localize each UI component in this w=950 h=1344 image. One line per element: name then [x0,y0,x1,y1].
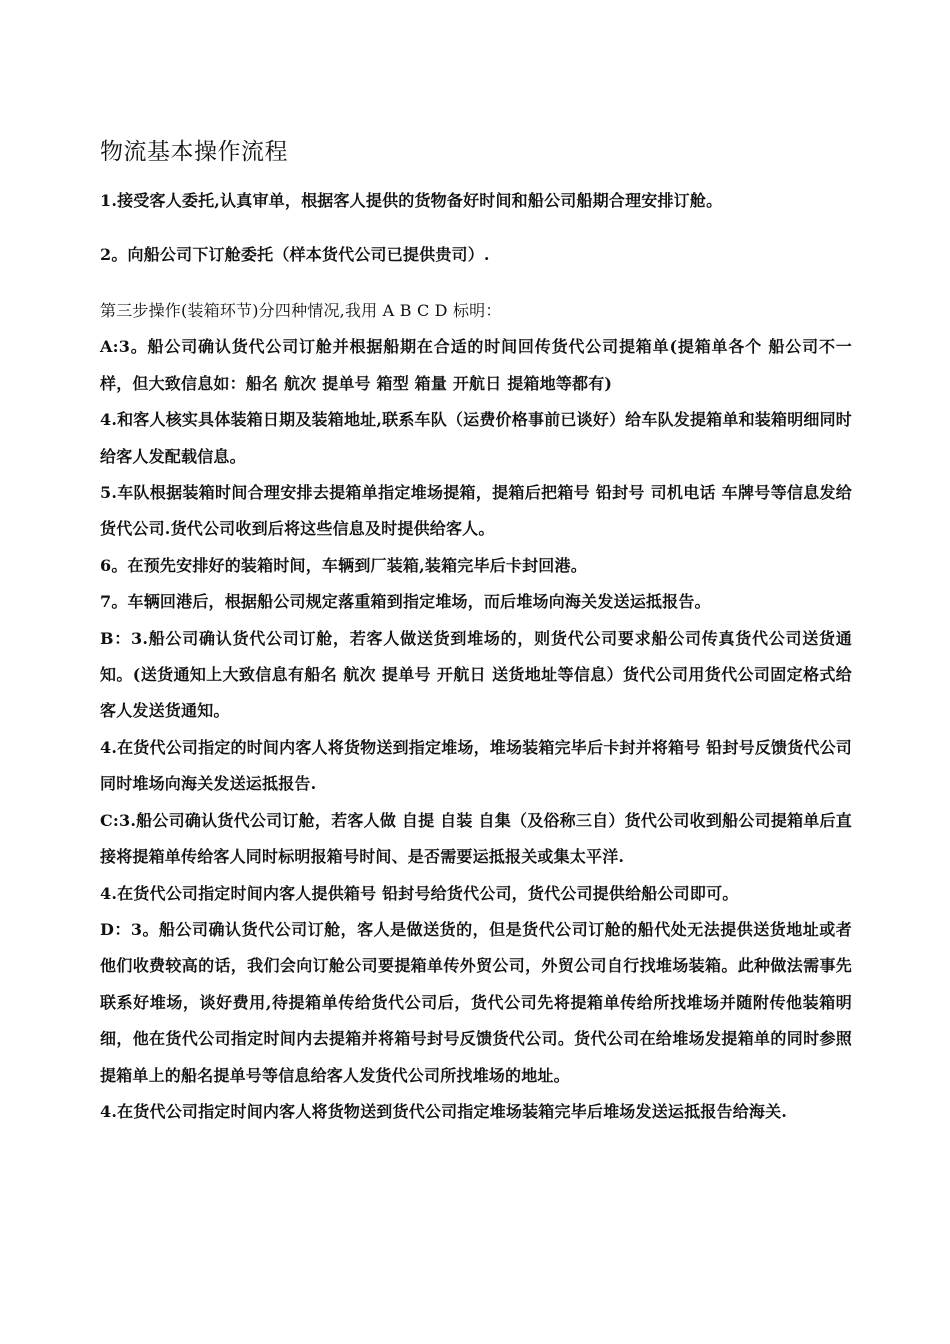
document-body [100,293,852,1130]
paragraph-a-step-7: 7。车辆回港后，根据船公司规定落重箱到指定堆场，而后堆场向海关发送运抵报告。 [100,592,711,612]
paragraph-step-1: 1.接受客人委托,认真审单，根据客人提供的货物备好时间和船公司船期合理安排订舱。 [100,191,723,210]
paragraph-a-step-3: A:3。船公司确认货代公司订舱并根据船期在合适的时间回传货代公司提箱单(提箱单各个 船公司不一样，但大致信息如：船名 航次 提单号 箱型 箱量 开航日 提箱地等都有) [100,337,852,393]
paragraph-step-3-intro: 第三步操作(装箱环节)分四种情况,我用 A B C D 标明： [100,301,502,320]
paragraph-b-step-3: B：3.船公司确认货代公司订舱，若客人做送货到堆场的，则货代公司要求船公司传真货代公司送货通知。(送货通知上大致信息有船名 航次 提单号 开航日 送货地址等信息）货代公司用货代公司固定格式给客人发送货通知。 [100,628,852,721]
paragraph-c-step-4: 4.在货代公司指定时间内客人提供箱号 铅封号给货代公司，货代公司提供给船公司即可。 [100,883,739,903]
paragraph-c-step-3: C:3.船公司确认货代公司订舱，若客人做 自提 自装 自集（及俗称三自）货代公司收到船公司提箱单后直接将提箱单传给客人同时标明报箱号时间、是否需要运抵报关或集太平洋. [100,810,852,867]
paragraph-a-step-4: 4.和客人核实具体装箱日期及装箱地址,联系车队（运费价格事前已谈好）给车队发提箱单和装箱明细同时给客人发配载信息。 [100,410,852,466]
paragraph-d-step-4: 4.在货代公司指定时间内客人将货物送到货代公司指定堆场装箱完毕后堆场发送运抵报告给海关. [100,1101,788,1121]
paragraph-d-step-3: D：3。船公司确认货代公司订舱，客人是做送货的，但是货代公司订舱的船代处无法提供送货地址或者他们收费较高的话，我们会向订舱公司要提箱单传外贸公司，外贸公司自行找堆场装箱。此种做法需事先联系好堆场，谈好费用,待提箱单传给货代公司后，货代公司先将提箱单传给所找堆场并随附传他装箱明细，他在货代公司指定时间内去提箱并将箱号封号反馈货代公司。货代公司在给堆场发提箱单的同时参照提箱单上的船名提单号等信息给客人发货代公司所找堆场的地址。 [100,919,852,1085]
paragraph-step-2: 2。向船公司下订舱委托（样本货代公司已提供贵司）. [100,245,490,264]
document-title: 物流基本操作流程 [100,139,288,165]
paragraph-a-step-5: 5.车队根据装箱时间合理安排去提箱单指定堆场提箱，提箱后把箱号 铅封号 司机电话 车牌号等信息发给货代公司.货代公司收到后将这些信息及时提供给客人。 [100,483,852,539]
paragraph-b-step-4: 4.在货代公司指定的时间内客人将货物送到指定堆场，堆场装箱完毕后卡封并将箱号 铅封号反馈货代公司同时堆场向海关发送运抵报告. [100,737,852,794]
paragraph-a-step-6: 6。在预先安排好的装箱时间，车辆到厂装箱,装箱完毕后卡封回港。 [100,555,587,575]
